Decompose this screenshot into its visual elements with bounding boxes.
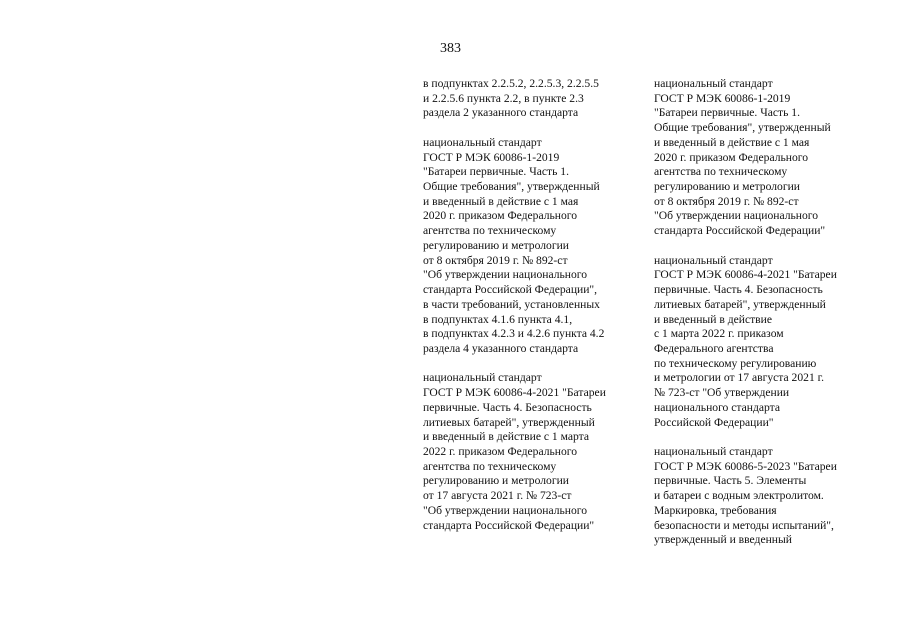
right-paragraph [654,254,874,431]
text-line: первичные. Часть 4. Безопасность [423,400,592,414]
text-line: в подпунктах 4.2.3 и 4.2.6 пункта 4.2 [423,327,605,341]
text-line: национальный стандарт [423,371,542,385]
paragraph-gap [423,357,638,372]
left-column [423,77,638,533]
text-line: регулированию и метрологии [423,238,569,252]
text-line: 2022 г. приказом Федерального [423,444,578,458]
text-line: национальный стандарт [654,253,773,267]
text-line: агентства по техническому [423,459,557,473]
text-line: агентства по техническому [423,224,557,238]
text-line: агентства по техническому [654,165,788,179]
paragraph-gap [423,121,638,136]
text-line: и введенный в действие с 1 мая [423,194,579,208]
left-paragraph [423,77,638,121]
text-line: "Батареи первичные. Часть 1. [654,106,801,120]
text-line: национальный стандарт [654,444,773,458]
text-line: в части требований, установленных [423,297,600,311]
text-line: Общие требования", утвержденный [654,121,831,135]
text-line: и батареи с водным электролитом. [654,489,824,503]
text-line: № 723-ст "Об утверждении [654,386,790,400]
left-paragraph [423,136,638,357]
text-line: безопасности и методы испытаний", [654,518,834,532]
paragraph-gap [654,430,874,445]
text-line: Федерального агентства [654,341,774,355]
text-line: ГОСТ Р МЭК 60086-4-2021 "Батареи [654,268,837,282]
text-line: Маркировка, требования [654,503,777,517]
text-line: регулированию и метрологии [423,474,569,488]
left-paragraph [423,371,638,533]
text-line: ГОСТ Р МЭК 60086-4-2021 "Батареи [423,386,606,400]
text-line: 2020 г. приказом Федерального [654,150,809,164]
paragraph-gap [654,239,874,254]
text-line: по техническому регулированию [654,356,817,370]
text-line: и метрологии от 17 августа 2021 г. [654,371,824,385]
text-line: стандарта Российской Федерации" [423,518,595,532]
text-line: национальный стандарт [423,135,542,149]
text-line: с 1 марта 2022 г. приказом [654,327,784,341]
text-line: ГОСТ Р МЭК 60086-1-2019 [654,91,791,105]
text-line: от 8 октября 2019 г. № 892-ст [654,194,799,208]
text-line: литиевых батарей", утвержденный [423,415,595,429]
text-line: раздела 4 указанного стандарта [423,341,579,355]
text-line: и введенный в действие с 1 мая [654,135,810,149]
text-line: стандарта Российской Федерации" [654,224,826,238]
text-line: "Батареи первичные. Часть 1. [423,165,570,179]
text-line: в подпунктах 2.2.5.2, 2.2.5.3, 2.2.5.5 [423,77,599,90]
page-number: 383 [440,41,461,56]
text-line: стандарта Российской Федерации", [423,283,598,297]
text-line: от 17 августа 2021 г. № 723-ст [423,489,572,503]
text-line: Российской Федерации" [654,415,774,429]
text-line: "Об утверждении национального [423,503,588,517]
text-line: и введенный в действие с 1 марта [423,430,590,444]
text-line: первичные. Часть 5. Элементы [654,474,807,488]
text-line: в подпунктах 4.1.6 пункта 4.1, [423,312,573,326]
right-paragraph [654,77,874,239]
text-line: Общие требования", утвержденный [423,180,600,194]
text-line: раздела 2 указанного стандарта [423,106,579,120]
text-line: и введенный в действие [654,312,772,326]
text-line: "Об утверждении национального [423,268,588,282]
text-line: ГОСТ Р МЭК 60086-5-2023 "Батареи [654,459,837,473]
text-line: регулированию и метрологии [654,180,800,194]
right-column [654,77,874,548]
text-line: литиевых батарей", утвержденный [654,297,826,311]
text-line: от 8 октября 2019 г. № 892-ст [423,253,568,267]
text-line: и 2.2.5.6 пункта 2.2, в пункте 2.3 [423,91,584,105]
text-line: "Об утверждении национального [654,209,819,223]
text-line: национального стандарта [654,400,780,414]
text-line: первичные. Часть 4. Безопасность [654,283,823,297]
text-line: утвержденный и введенный [654,533,792,547]
text-line: 2020 г. приказом Федерального [423,209,578,223]
text-line: национальный стандарт [654,77,773,90]
text-line: ГОСТ Р МЭК 60086-1-2019 [423,150,560,164]
right-paragraph [654,445,874,548]
